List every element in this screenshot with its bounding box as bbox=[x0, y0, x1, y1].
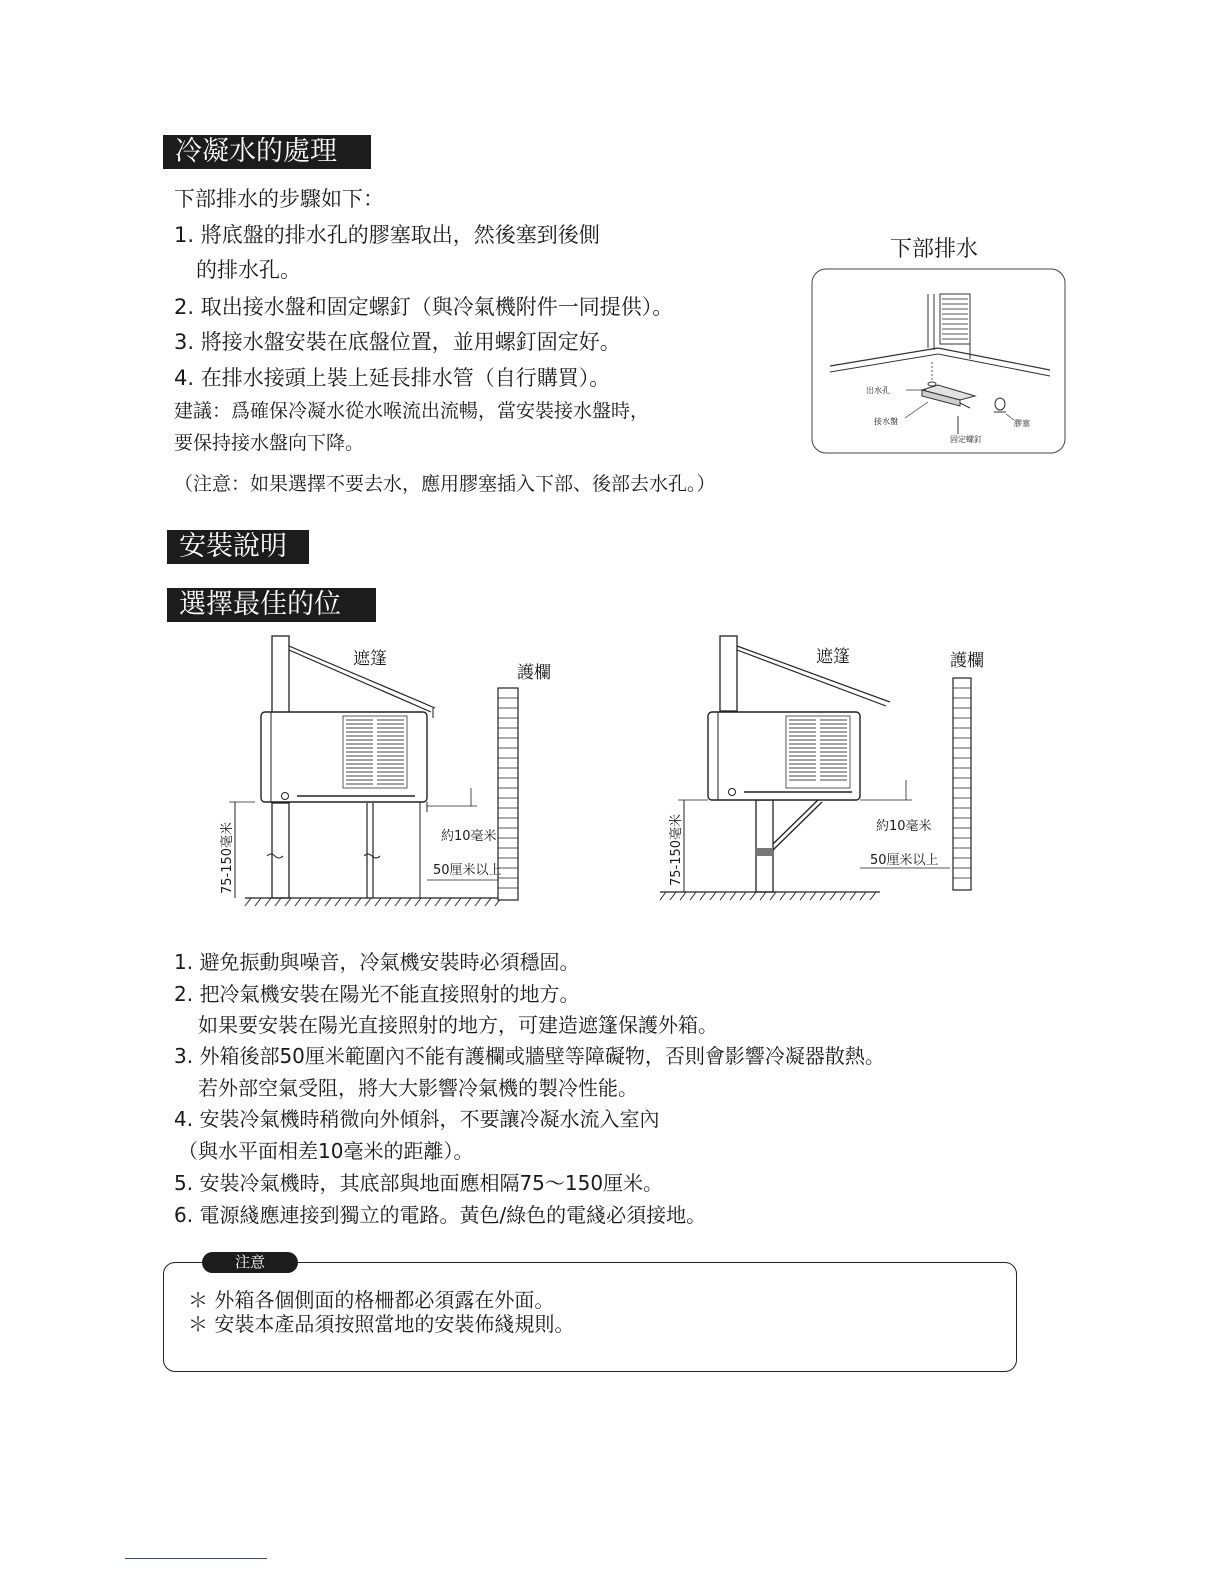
drain-step-3: 3. 將接水盤安裝在底盤位置，並用螺釘固定好。 bbox=[174, 330, 621, 354]
drain-step-1: 1. 將底盤的排水孔的膠塞取出，然後塞到後側 bbox=[174, 223, 600, 247]
section-heading-condensate: 冷凝水的處理 bbox=[163, 135, 371, 169]
label-drain-hole: 出水孔 bbox=[866, 386, 890, 395]
bottom-drain-figure-title: 下部排水 bbox=[890, 237, 979, 262]
label-fence-right: 護欄 bbox=[950, 651, 984, 671]
drain-advice-2: 要保持接水盤向下降。 bbox=[174, 432, 365, 454]
install-point-4: 4. 安裝冷氣機時稍微向外傾斜，不要讓冷凝水流入室內 bbox=[174, 1107, 660, 1131]
drain-step-1-cont: 的排水孔。 bbox=[196, 258, 301, 282]
bottom-drain-figure bbox=[810, 266, 1068, 456]
install-point-2: 2. 把冷氣機安裝在陽光不能直接照射的地方。 bbox=[174, 982, 580, 1006]
drain-caution: （注意：如果選擇不要去水，應用膠塞插入下部、後部去水孔。） bbox=[174, 473, 716, 495]
label-awning-left: 遮篷 bbox=[353, 649, 387, 669]
label-drain-pan: 接水盤 bbox=[874, 417, 898, 426]
install-point-2-cont: 如果要安裝在陽光直接照射的地方，可建造遮篷保護外箱。 bbox=[198, 1013, 718, 1037]
label-clearance-right: 50厘米以上 bbox=[870, 853, 939, 868]
section-subheading-location: 選擇最佳的位置 bbox=[167, 588, 376, 622]
label-height-right: 75-150毫米 bbox=[669, 813, 684, 886]
install-point-1: 1. 避免振動與噪音，冷氣機安裝時必須穩固。 bbox=[174, 950, 580, 974]
label-tilt-left: 約10毫米 bbox=[441, 829, 497, 844]
drain-step-4: 4. 在排水接頭上裝上延長排水管（自行購買）。 bbox=[174, 366, 611, 390]
label-awning-right: 遮篷 bbox=[816, 647, 850, 667]
label-fence-left: 護欄 bbox=[517, 663, 551, 683]
drain-intro: 下部排水的步驟如下： bbox=[174, 187, 384, 211]
label-rubber-plug: 膠塞 bbox=[1014, 419, 1030, 428]
label-height-left: 75-150毫米 bbox=[220, 821, 235, 894]
installation-diagram-wall-bracket bbox=[660, 632, 984, 904]
install-point-6: 6. 電源綫應連接到獨立的電路。黃色/綠色的電綫必須接地。 bbox=[174, 1203, 707, 1227]
label-clearance-left: 50厘米以上 bbox=[433, 863, 502, 878]
install-point-4-cont: （與水平面相差10毫米的距離）。 bbox=[178, 1139, 474, 1163]
drain-advice-1: 建議：爲確保冷凝水從水喉流出流暢，當安裝接水盤時， bbox=[174, 400, 650, 422]
label-fixing-screw: 固定螺釘 bbox=[950, 435, 982, 444]
install-point-3-cont: 若外部空氣受阻，將大大影響冷氣機的製冷性能。 bbox=[198, 1076, 638, 1100]
install-point-3: 3. 外箱後部50厘米範圍內不能有護欄或牆壁等障礙物，否則會影響冷凝器散熱。 bbox=[174, 1044, 885, 1068]
note-tab: 注意 bbox=[202, 1252, 298, 1273]
installation-diagram-floor-stand bbox=[215, 636, 551, 914]
install-point-5: 5. 安裝冷氣機時，其底部與地面應相隔75～150厘米。 bbox=[174, 1171, 664, 1195]
note-line-1: ＊ 外箱各個側面的格柵都必須露在外面。 bbox=[188, 1288, 555, 1312]
footer-rule bbox=[125, 1558, 267, 1559]
note-line-2: ＊ 安裝本產品須按照當地的安裝佈綫規則。 bbox=[188, 1312, 575, 1336]
drain-step-2: 2. 取出接水盤和固定螺釘（與冷氣機附件一同提供）。 bbox=[174, 295, 674, 319]
label-tilt-right: 約10毫米 bbox=[876, 819, 932, 834]
section-heading-installation: 安裝說明 bbox=[167, 530, 309, 564]
